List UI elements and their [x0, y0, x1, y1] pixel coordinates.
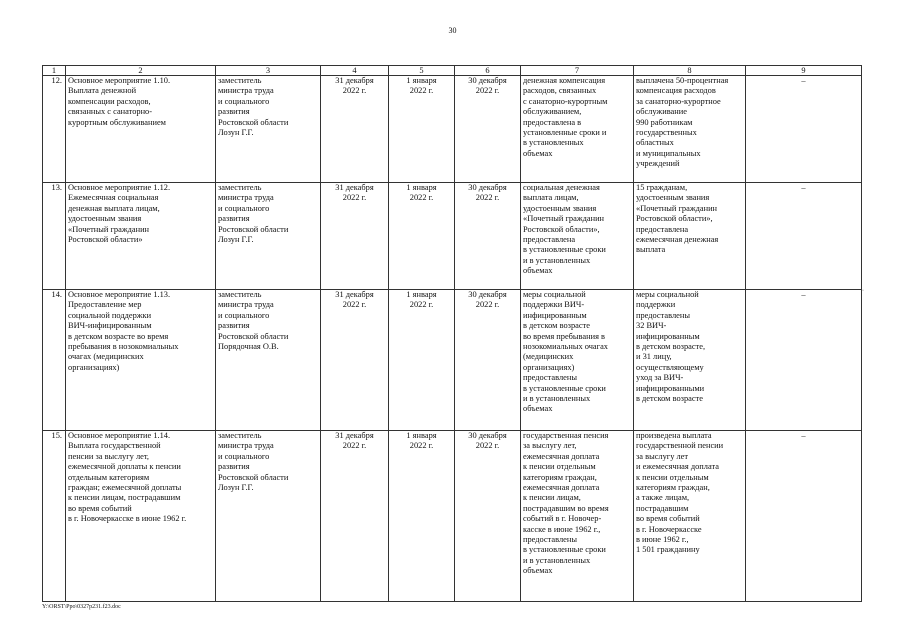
notes-cell: – — [746, 183, 862, 290]
cell-line: Лозун Г.Г. — [218, 235, 254, 245]
start-date-cell — [389, 290, 455, 431]
cell-line: 2022 г. — [475, 441, 500, 451]
cell-line: расходов, связанных — [523, 86, 597, 96]
cell-line: пострадавшим во время — [523, 503, 609, 513]
cell-line: курортным обслуживанием — [68, 117, 166, 127]
cell-line: инфицированными — [636, 383, 705, 393]
cell-line: в детском возрасте во время — [68, 331, 169, 341]
cell-line: 2022 г. — [409, 86, 434, 96]
cell-line: государственных — [636, 128, 697, 138]
column-number-7: 7 — [521, 66, 634, 76]
cell-line: в июне 1962 г., — [636, 535, 689, 545]
responsible-cell — [216, 290, 321, 431]
stray-mark: · — [862, 288, 864, 294]
cell-line: связанных с санаторно- — [68, 107, 153, 117]
cell-line: 990 работникам — [636, 117, 693, 127]
activity-cell — [66, 183, 216, 290]
cell-line: «Почетный гражданин — [636, 203, 718, 213]
cell-line: событий в г. Новочер- — [523, 514, 602, 524]
cell-line: в г. Новочеркасске — [636, 524, 702, 534]
cell-line: предоставлены — [636, 310, 690, 320]
cell-line: 30 декабря — [468, 76, 507, 85]
cell-line: и социального — [218, 451, 270, 461]
cell-line: организациях) — [68, 362, 120, 372]
expected-result-cell — [521, 431, 634, 602]
cell-line: министра труда — [218, 441, 274, 451]
cell-line: предоставлена — [636, 224, 689, 234]
cell-line: Ежемесячная социальная — [68, 193, 159, 203]
cell-line: поддержки ВИЧ- — [523, 300, 585, 310]
cell-line: во время пребывания в — [523, 331, 605, 341]
cell-line: во время событий — [68, 503, 132, 513]
file-path-footer: Y:\ORST\Ppo\0327p231.f23.doc — [42, 604, 121, 610]
deadline-cell — [321, 290, 389, 431]
cell-line: 30 декабря — [468, 183, 507, 192]
cell-line: предоставлена — [523, 235, 576, 245]
cell-line: «Почетный гражданин — [523, 214, 605, 224]
end-date-cell — [455, 431, 521, 602]
column-number-3: 3 — [216, 66, 321, 76]
end-date-cell — [455, 76, 521, 183]
cell-line: развития — [218, 214, 250, 224]
cell-line: ежемесячной доплаты к пенсии — [68, 462, 181, 472]
cell-line: инфицированным — [636, 331, 700, 341]
cell-line: категориям граждан, — [636, 483, 710, 493]
cell-line: 1 января — [406, 290, 437, 299]
cell-line: и в установленных — [523, 255, 591, 265]
cell-line: предоставлены — [523, 373, 577, 383]
cell-line: осуществляющему — [636, 362, 704, 372]
cell-line: Основное мероприятие 1.12. — [68, 183, 171, 192]
cell-line: в установленные сроки — [523, 245, 606, 255]
cell-line: 31 декабря — [335, 431, 374, 440]
cell-line: заместитель — [218, 290, 262, 299]
cell-line: развития — [218, 462, 250, 472]
cell-line: предоставлена в — [523, 117, 582, 127]
row-number: 15. — [43, 431, 66, 602]
actual-result-cell — [634, 76, 746, 183]
cell-line: и социального — [218, 310, 270, 320]
cell-line: заместитель — [218, 431, 262, 440]
cell-line: ежемесячная доплата — [523, 483, 600, 493]
cell-line: государственная пенсия — [523, 431, 609, 440]
cell-line: Основное мероприятие 1.13. — [68, 290, 171, 299]
cell-line: в г. Новочеркасске в июне 1962 г. — [68, 514, 187, 524]
cell-line: обслуживанием, — [523, 107, 582, 117]
cell-line: обслуживание — [636, 107, 687, 117]
expected-result-cell — [521, 183, 634, 290]
cell-line: во время событий — [636, 514, 700, 524]
cell-line: Ростовской области» — [68, 235, 143, 245]
expected-result-cell — [521, 76, 634, 183]
cell-line: Выплата денежной — [68, 86, 137, 96]
cell-line: Ростовской области», — [523, 224, 600, 234]
end-date-cell — [455, 183, 521, 290]
activity-cell — [66, 431, 216, 602]
cell-line: Ростовской области», — [636, 214, 713, 224]
report-table — [42, 65, 862, 602]
expected-result-cell — [521, 290, 634, 431]
cell-line: развития — [218, 107, 250, 117]
cell-line: в детском возрасте — [523, 321, 590, 331]
column-number-2: 2 — [66, 66, 216, 76]
cell-line: и ежемесячная доплата — [636, 462, 719, 472]
cell-line: Ростовской области — [218, 224, 289, 234]
cell-line: за санаторно-курортное — [636, 96, 721, 106]
cell-line: организациях) — [523, 362, 575, 372]
cell-line: с санаторно-курортным — [523, 96, 608, 106]
cell-line: за выслугу лет — [636, 451, 689, 461]
cell-line: Ростовской области — [218, 117, 289, 127]
cell-line: Выплата государственной — [68, 441, 161, 451]
cell-line: развития — [218, 321, 250, 331]
cell-line: 2022 г. — [475, 86, 500, 96]
responsible-cell — [216, 76, 321, 183]
cell-line: министра труда — [218, 86, 274, 96]
end-date-cell — [455, 290, 521, 431]
column-number-4: 4 — [321, 66, 389, 76]
cell-line: меры социальной — [636, 290, 699, 299]
start-date-cell — [389, 183, 455, 290]
column-number-6: 6 — [455, 66, 521, 76]
cell-line: Ростовской области — [218, 331, 289, 341]
cell-line: за выслугу лет, — [523, 441, 577, 451]
cell-line: граждан; ежемесячной доплаты — [68, 483, 182, 493]
cell-line: пребывания в нозокомиальных — [68, 342, 179, 352]
cell-line: компенсация расходов — [636, 86, 716, 96]
cell-line: и муниципальных — [636, 148, 701, 158]
cell-line: в детском возрасте, — [636, 342, 706, 352]
cell-line: и 31 лицу, — [636, 352, 672, 362]
actual-result-cell — [634, 183, 746, 290]
cell-line: государственной пенсии — [636, 441, 724, 451]
cell-line: отдельным категориям — [68, 472, 150, 482]
table-row — [43, 183, 862, 290]
cell-line: очагах (медицинских — [68, 352, 144, 362]
cell-line: 2022 г. — [475, 300, 500, 310]
cell-line: денежная компенсация — [523, 76, 606, 85]
cell-line: 1 января — [406, 431, 437, 440]
cell-line: 2022 г. — [409, 300, 434, 310]
cell-line: и в установленных — [523, 394, 591, 404]
cell-line: объемах — [523, 266, 553, 276]
cell-line: областных — [636, 138, 674, 148]
cell-line: денежная выплата лицам, — [68, 203, 160, 213]
cell-line: 32 ВИЧ- — [636, 321, 667, 331]
notes-cell: – — [746, 431, 862, 602]
cell-line: заместитель — [218, 183, 262, 192]
start-date-cell — [389, 76, 455, 183]
cell-line: выплачена 50-процентная — [636, 76, 729, 85]
cell-line: 31 декабря — [335, 76, 374, 85]
cell-line: ежемесячная денежная — [636, 235, 719, 245]
cell-line: 2022 г. — [475, 193, 500, 203]
cell-line: касске в июне 1962 г., — [523, 524, 601, 534]
cell-line: социальной поддержки — [68, 310, 152, 320]
activity-cell — [66, 76, 216, 183]
deadline-cell — [321, 76, 389, 183]
cell-line: заместитель — [218, 76, 262, 85]
cell-line: Основное мероприятие 1.14. — [68, 431, 171, 440]
cell-line: пенсии за выслугу лет, — [68, 451, 149, 461]
deadline-cell — [321, 183, 389, 290]
cell-line: ежемесячная доплата — [523, 451, 600, 461]
cell-line: 1 января — [406, 183, 437, 192]
cell-line: объемах — [523, 404, 553, 414]
cell-line: 15 гражданам, — [636, 183, 688, 192]
cell-line: 2022 г. — [342, 193, 367, 203]
cell-line: «Почетный гражданин — [68, 224, 150, 234]
cell-line: 2022 г. — [342, 441, 367, 451]
cell-line: удостоенным звания — [68, 214, 142, 224]
cell-line: уход за ВИЧ- — [636, 373, 684, 383]
cell-line: (медицинских — [523, 352, 574, 362]
cell-line: в установленных — [523, 138, 584, 148]
cell-line: в установленные сроки — [523, 383, 606, 393]
cell-line: Ростовской области — [218, 472, 289, 482]
cell-line: Предоставление мер — [68, 300, 142, 310]
cell-line: меры социальной — [523, 290, 586, 299]
cell-line: категориям граждан, — [523, 472, 597, 482]
row-number: 13. — [43, 183, 66, 290]
cell-line: установленные сроки и — [523, 128, 607, 138]
responsible-cell — [216, 183, 321, 290]
cell-line: поддержки — [636, 300, 676, 310]
responsible-cell — [216, 431, 321, 602]
cell-line: 30 декабря — [468, 431, 507, 440]
cell-line: и в установленных — [523, 555, 591, 565]
cell-line: выплата — [636, 245, 666, 255]
cell-line: 2022 г. — [342, 86, 367, 96]
cell-line: 2022 г. — [342, 300, 367, 310]
cell-line: Лозун Г.Г. — [218, 483, 254, 493]
cell-line: к пенсии отдельным — [636, 472, 709, 482]
actual-result-cell — [634, 431, 746, 602]
column-number-9: 9 — [746, 66, 862, 76]
cell-line: Лозун Г.Г. — [218, 128, 254, 138]
notes-cell: – — [746, 76, 862, 183]
cell-line: выплата лицам, — [523, 193, 579, 203]
start-date-cell — [389, 431, 455, 602]
cell-line: предоставлены — [523, 535, 577, 545]
cell-line: объемах — [523, 566, 553, 576]
cell-line: 2022 г. — [409, 441, 434, 451]
cell-line: и социального — [218, 96, 270, 106]
cell-line: ВИЧ-инфицированным — [68, 321, 152, 331]
cell-line: нозокомиальных очагах — [523, 342, 608, 352]
cell-line: к пенсии лицам, — [523, 493, 581, 503]
cell-line: и социального — [218, 203, 270, 213]
cell-line: удостоенным звания — [523, 203, 597, 213]
cell-line: Основное мероприятие 1.10. — [68, 76, 171, 85]
cell-line: инфицированным — [523, 310, 587, 320]
cell-line: пострадавшим — [636, 503, 689, 513]
cell-line: компенсации расходов, — [68, 96, 151, 106]
cell-line: 31 декабря — [335, 290, 374, 299]
cell-line: 2022 г. — [409, 193, 434, 203]
column-number-8: 8 — [634, 66, 746, 76]
activity-cell — [66, 290, 216, 431]
column-number-1: 1 — [43, 66, 66, 76]
cell-line: а также лицам, — [636, 493, 690, 503]
page-number: 30 — [448, 26, 457, 35]
cell-line: 31 декабря — [335, 183, 374, 192]
cell-line: министра труда — [218, 193, 274, 203]
column-number-5: 5 — [389, 66, 455, 76]
cell-line: объемах — [523, 148, 553, 158]
cell-line: произведена выплата — [636, 431, 712, 440]
cell-line: в детском возрасте — [636, 394, 703, 404]
column-number-row — [43, 66, 862, 76]
cell-line: к пенсии лицам, пострадавшим — [68, 493, 181, 503]
table-row — [43, 76, 862, 183]
cell-line: 1 501 гражданину — [636, 545, 700, 555]
notes-cell: – — [746, 290, 862, 431]
cell-line: 30 декабря — [468, 290, 507, 299]
cell-line: в установленные сроки — [523, 545, 606, 555]
cell-line: 1 января — [406, 76, 437, 85]
table-row — [43, 431, 862, 602]
cell-line: учреждений — [636, 159, 680, 169]
row-number: 14. — [43, 290, 66, 431]
cell-line: социальная денежная — [523, 183, 600, 192]
cell-line: к пенсии отдельным — [523, 462, 596, 472]
row-number: 12. — [43, 76, 66, 183]
deadline-cell — [321, 431, 389, 602]
table-body — [43, 66, 862, 602]
cell-line: удостоенным звания — [636, 193, 710, 203]
actual-result-cell — [634, 290, 746, 431]
table-row — [43, 290, 862, 431]
cell-line: Порядочная О.В. — [218, 342, 279, 352]
cell-line: министра труда — [218, 300, 274, 310]
